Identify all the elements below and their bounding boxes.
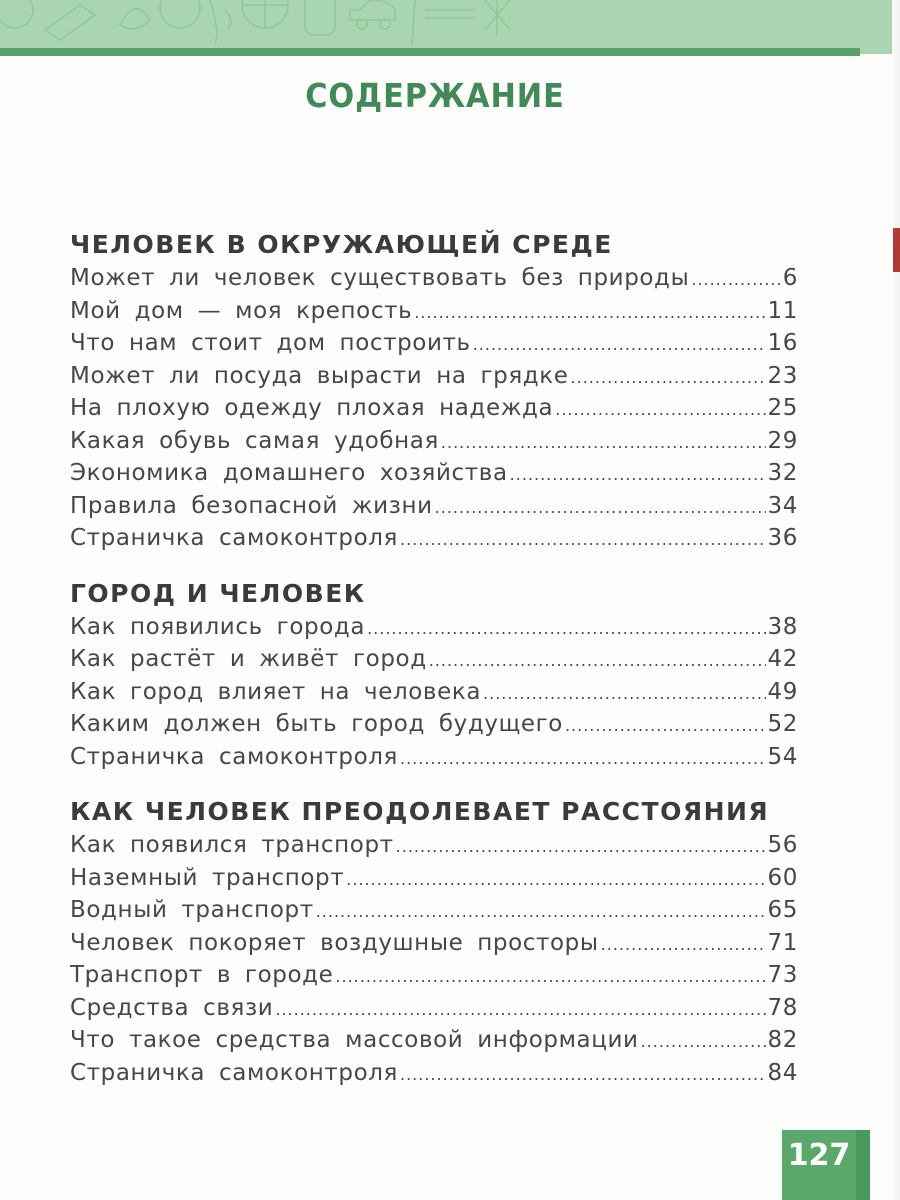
entry-label: Водный транспорт xyxy=(70,897,314,923)
section-gap xyxy=(70,773,798,795)
entry-page: 16 xyxy=(767,330,798,356)
header-rule xyxy=(0,48,860,56)
entry-label: Как появились города xyxy=(70,613,366,640)
toc-entry[interactable] xyxy=(70,295,798,328)
entry-label: Экономика домашнего хозяйства xyxy=(70,460,508,486)
entry-label: Транспорт в городе xyxy=(70,962,334,988)
toc-section xyxy=(70,795,798,1089)
leader-dots xyxy=(346,864,765,897)
toc-section xyxy=(70,577,798,774)
entry-label: Правила безопасной жизни xyxy=(70,492,433,519)
entry-label: Наземный транспорт xyxy=(70,864,345,891)
leader-dots xyxy=(441,427,766,460)
entry-page: 54 xyxy=(767,743,798,770)
toc-entry[interactable] xyxy=(70,327,798,360)
page-number-badge xyxy=(782,1130,870,1200)
toc-entry[interactable] xyxy=(70,676,798,709)
entry-page: 29 xyxy=(767,427,798,454)
leader-dots xyxy=(565,710,766,743)
entry-page: 32 xyxy=(767,460,798,486)
toc-entry[interactable] xyxy=(70,992,798,1025)
entry-label: Страничка самоконтроля xyxy=(70,1059,398,1086)
entry-page: 82 xyxy=(767,1027,798,1053)
entry-label: Страничка самоконтроля xyxy=(70,525,398,551)
entry-label: Каким должен быть город будущего xyxy=(70,711,563,737)
leader-dots xyxy=(483,678,766,711)
toc-entry[interactable] xyxy=(70,360,798,393)
entry-page: 84 xyxy=(767,1059,798,1086)
toc-entry[interactable] xyxy=(70,643,798,676)
leader-dots xyxy=(555,394,765,427)
leader-dots xyxy=(435,492,766,525)
toc-entry[interactable] xyxy=(70,862,798,895)
toc-entry[interactable] xyxy=(70,829,798,862)
leader-dots xyxy=(335,961,765,994)
entry-label: Какая обувь самая удобная xyxy=(70,427,439,454)
toc-section xyxy=(70,228,798,555)
entry-page: 36 xyxy=(767,525,798,551)
toc-entry[interactable] xyxy=(70,522,798,555)
toc-entry[interactable] xyxy=(70,1057,798,1090)
toc-entry[interactable] xyxy=(70,490,798,523)
entry-label: Мой дом — моя крепость xyxy=(70,297,413,324)
entry-label: На плохую одежду плохая надежда xyxy=(70,395,554,421)
entry-page: 42 xyxy=(767,646,798,672)
toc-entry[interactable] xyxy=(70,741,798,774)
entry-page: 56 xyxy=(767,832,798,858)
leader-dots xyxy=(400,524,766,557)
header-decor-band xyxy=(0,0,900,50)
leader-dots xyxy=(316,896,766,929)
leader-dots xyxy=(429,645,766,678)
entry-page: 38 xyxy=(767,613,798,640)
entry-label: Может ли человек существовать без природы xyxy=(70,265,690,291)
bookmark-tab xyxy=(893,228,900,272)
leader-dots xyxy=(691,264,780,297)
entry-label: Страничка самоконтроля xyxy=(70,743,398,770)
entry-label: Средства связи xyxy=(70,994,274,1021)
leader-dots xyxy=(601,929,766,962)
section-gap xyxy=(70,555,798,577)
entry-page: 11 xyxy=(767,297,798,324)
entry-label: Что такое средства массовой информации xyxy=(70,1027,639,1053)
entry-page: 78 xyxy=(767,994,798,1021)
entry-label: Что нам стоит дом построить xyxy=(70,330,471,356)
toc-entry[interactable] xyxy=(70,611,798,644)
toc-entry[interactable] xyxy=(70,894,798,927)
section-title: КАК ЧЕЛОВЕК ПРЕОДОЛЕВАЕТ РАССТОЯНИЯ xyxy=(70,797,770,826)
toc-entry[interactable] xyxy=(70,959,798,992)
table-of-contents xyxy=(70,228,798,1089)
page-edge-shadow xyxy=(892,0,900,1200)
badge-shade xyxy=(856,1130,870,1200)
entry-page: 25 xyxy=(767,395,798,421)
leader-dots xyxy=(414,297,765,330)
leader-dots xyxy=(367,613,765,646)
page-number: 127 xyxy=(787,1138,851,1173)
section-title: ЧЕЛОВЕК В ОКРУЖАЮЩЕЙ СРЕДЕ xyxy=(70,230,613,259)
school-doodles-icon xyxy=(0,0,900,50)
entry-label: Как город влияет на человека xyxy=(70,678,482,705)
toc-entry[interactable] xyxy=(70,457,798,490)
toc-entry[interactable] xyxy=(70,1024,798,1057)
entry-page: 34 xyxy=(767,492,798,519)
entry-label: Человек покоряет воздушные просторы xyxy=(70,929,599,956)
page-title: СОДЕРЖАНИЕ xyxy=(305,76,565,115)
leader-dots xyxy=(400,1059,766,1092)
toc-entry[interactable] xyxy=(70,708,798,741)
entry-page: 23 xyxy=(767,362,798,389)
toc-entry[interactable] xyxy=(70,262,798,295)
leader-dots xyxy=(396,831,766,864)
entry-page: 49 xyxy=(767,678,798,705)
leader-dots xyxy=(400,743,766,776)
toc-entry[interactable] xyxy=(70,425,798,458)
leader-dots xyxy=(641,1026,766,1059)
leader-dots xyxy=(571,362,766,395)
entry-label: Может ли посуда вырасти на грядке xyxy=(70,362,569,389)
leader-dots xyxy=(275,994,765,1027)
leader-dots xyxy=(473,329,766,362)
entry-label: Как появился транспорт xyxy=(70,832,394,858)
leader-dots xyxy=(510,459,766,492)
entry-label: Как растёт и живёт город xyxy=(70,646,427,672)
entry-page: 71 xyxy=(767,929,798,956)
entry-page: 65 xyxy=(767,897,798,923)
entry-page: 6 xyxy=(782,265,798,291)
entry-page: 60 xyxy=(767,864,798,891)
entry-page: 73 xyxy=(767,962,798,988)
entry-page: 52 xyxy=(767,711,798,737)
section-title: ГОРОД И ЧЕЛОВЕК xyxy=(70,578,366,608)
toc-entry[interactable] xyxy=(70,392,798,425)
toc-entry[interactable] xyxy=(70,927,798,960)
